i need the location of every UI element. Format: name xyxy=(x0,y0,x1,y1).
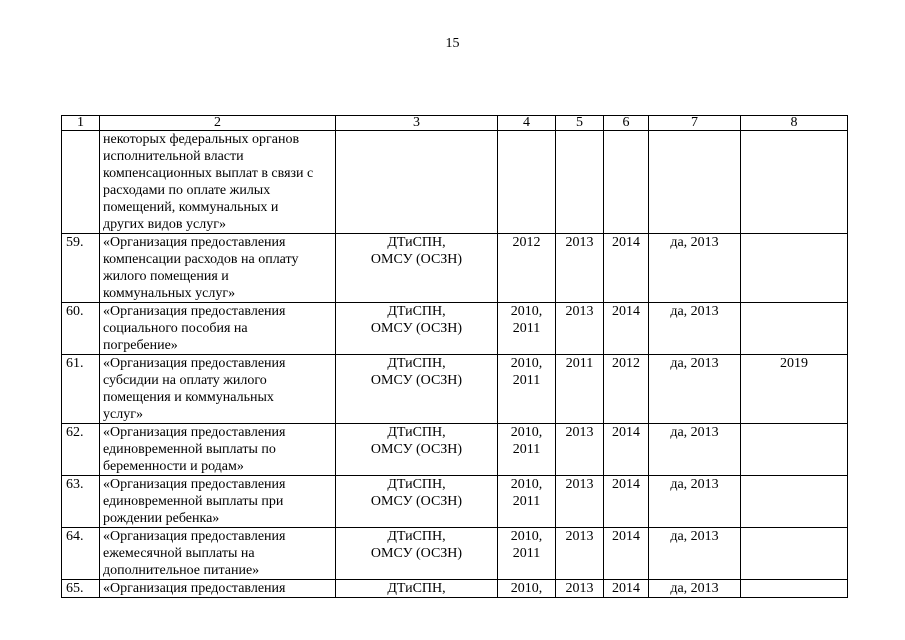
service-name-line: коммунальных услуг» xyxy=(103,286,236,301)
status-col7: да, 2013 xyxy=(649,355,741,424)
year-col6: 2014 xyxy=(604,303,649,355)
service-name-line: других видов услуг» xyxy=(103,217,226,232)
service-name-line: «Организация предоставления xyxy=(103,581,286,596)
service-name xyxy=(100,476,336,528)
year-col8 xyxy=(741,424,848,476)
service-name-line: помещения и коммунальных xyxy=(103,390,274,405)
service-name-line: единовременной выплаты при xyxy=(103,494,284,509)
status-col7: да, 2013 xyxy=(649,234,741,303)
service-name-line: «Организация предоставления xyxy=(103,529,286,544)
year-col8 xyxy=(741,580,848,598)
column-number: 5 xyxy=(556,116,604,131)
executor: ДТиСПН, ОМСУ (ОСЗН) xyxy=(336,355,498,424)
executor: ДТиСПН, ОМСУ (ОСЗН) xyxy=(336,303,498,355)
service-name-line: услуг» xyxy=(103,407,143,422)
service-name-line: социального пособия на xyxy=(103,321,248,336)
service-name-line: ежемесячной выплаты на xyxy=(103,546,255,561)
year-col6: 2014 xyxy=(604,234,649,303)
executor: ДТиСПН, ОМСУ (ОСЗН) xyxy=(336,528,498,580)
service-name-line: «Организация предоставления xyxy=(103,235,286,250)
service-name-line: «Организация предоставления xyxy=(103,477,286,492)
year-col8 xyxy=(741,131,848,234)
year-col6: 2014 xyxy=(604,528,649,580)
row-number: 60. xyxy=(62,303,100,355)
table-row xyxy=(62,131,848,234)
years-col4: 2010, 2011 xyxy=(498,476,556,528)
row-number: 62. xyxy=(62,424,100,476)
year-col8 xyxy=(741,528,848,580)
executor xyxy=(336,131,498,234)
row-number: 65. xyxy=(62,580,100,598)
executor: ДТиСПН, xyxy=(336,580,498,598)
row-number: 64. xyxy=(62,528,100,580)
service-name-line: некоторых федеральных органов xyxy=(103,132,300,147)
year-col5: 2013 xyxy=(556,303,604,355)
years-col4: 2010, 2011 xyxy=(498,424,556,476)
year-col6: 2014 xyxy=(604,476,649,528)
service-name-line: дополнительное питание» xyxy=(103,563,260,578)
service-name-line: единовременной выплаты по xyxy=(103,442,276,457)
table-row xyxy=(62,234,848,303)
row-number xyxy=(62,131,100,234)
service-name xyxy=(100,234,336,303)
service-name-line: рождении ребенка» xyxy=(103,511,220,526)
executor: ДТиСПН, ОМСУ (ОСЗН) xyxy=(336,234,498,303)
year-col5: 2013 xyxy=(556,476,604,528)
column-number: 4 xyxy=(498,116,556,131)
years-col4: 2012 xyxy=(498,234,556,303)
row-number: 61. xyxy=(62,355,100,424)
column-number: 2 xyxy=(100,116,336,131)
table-row xyxy=(62,476,848,528)
service-name xyxy=(100,131,336,234)
column-number: 3 xyxy=(336,116,498,131)
service-name-line: исполнительной власти xyxy=(103,149,244,164)
year-col8 xyxy=(741,303,848,355)
service-name-line: «Организация предоставления xyxy=(103,425,286,440)
service-name-line: погребение» xyxy=(103,338,178,353)
service-name-line: «Организация предоставления xyxy=(103,304,286,319)
year-col5: 2013 xyxy=(556,424,604,476)
column-number: 8 xyxy=(741,116,848,131)
column-number: 7 xyxy=(649,116,741,131)
status-col7: да, 2013 xyxy=(649,528,741,580)
table-row xyxy=(62,303,848,355)
service-name-line: жилого помещения и xyxy=(103,269,229,284)
service-name xyxy=(100,355,336,424)
column-numbers-row xyxy=(62,116,848,131)
status-col7: да, 2013 xyxy=(649,580,741,598)
years-col4: 2010, xyxy=(498,580,556,598)
year-col6: 2014 xyxy=(604,424,649,476)
year-col5: 2013 xyxy=(556,528,604,580)
page-number: 15 xyxy=(445,36,460,51)
services-table xyxy=(61,115,848,598)
year-col6: 2014 xyxy=(604,580,649,598)
column-number: 1 xyxy=(62,116,100,131)
service-name-line: беременности и родам» xyxy=(103,459,244,474)
row-number: 59. xyxy=(62,234,100,303)
row-number: 63. xyxy=(62,476,100,528)
year-col5: 2013 xyxy=(556,580,604,598)
executor: ДТиСПН, ОМСУ (ОСЗН) xyxy=(336,424,498,476)
service-name xyxy=(100,303,336,355)
year-col6 xyxy=(604,131,649,234)
service-name xyxy=(100,580,336,598)
table-row xyxy=(62,355,848,424)
executor: ДТиСПН, ОМСУ (ОСЗН) xyxy=(336,476,498,528)
column-number: 6 xyxy=(604,116,649,131)
year-col8 xyxy=(741,234,848,303)
years-col4 xyxy=(498,131,556,234)
years-col4: 2010, 2011 xyxy=(498,528,556,580)
year-col8 xyxy=(741,476,848,528)
service-name-line: расходами по оплате жилых xyxy=(103,183,271,198)
years-col4: 2010, 2011 xyxy=(498,355,556,424)
status-col7: да, 2013 xyxy=(649,476,741,528)
table-row xyxy=(62,580,848,598)
table-row xyxy=(62,424,848,476)
year-col5: 2013 xyxy=(556,234,604,303)
service-name-line: компенсационных выплат в связи с xyxy=(103,166,314,181)
service-name-line: компенсации расходов на оплату xyxy=(103,252,299,267)
year-col6: 2012 xyxy=(604,355,649,424)
service-name-line: помещений, коммунальных и xyxy=(103,200,279,215)
status-col7 xyxy=(649,131,741,234)
year-col8: 2019 xyxy=(741,355,848,424)
years-col4: 2010, 2011 xyxy=(498,303,556,355)
year-col5 xyxy=(556,131,604,234)
service-name-line: субсидии на оплату жилого xyxy=(103,373,267,388)
service-name xyxy=(100,528,336,580)
service-name xyxy=(100,424,336,476)
status-col7: да, 2013 xyxy=(649,424,741,476)
table-row xyxy=(62,528,848,580)
status-col7: да, 2013 xyxy=(649,303,741,355)
year-col5: 2011 xyxy=(556,355,604,424)
service-name-line: «Организация предоставления xyxy=(103,356,286,371)
